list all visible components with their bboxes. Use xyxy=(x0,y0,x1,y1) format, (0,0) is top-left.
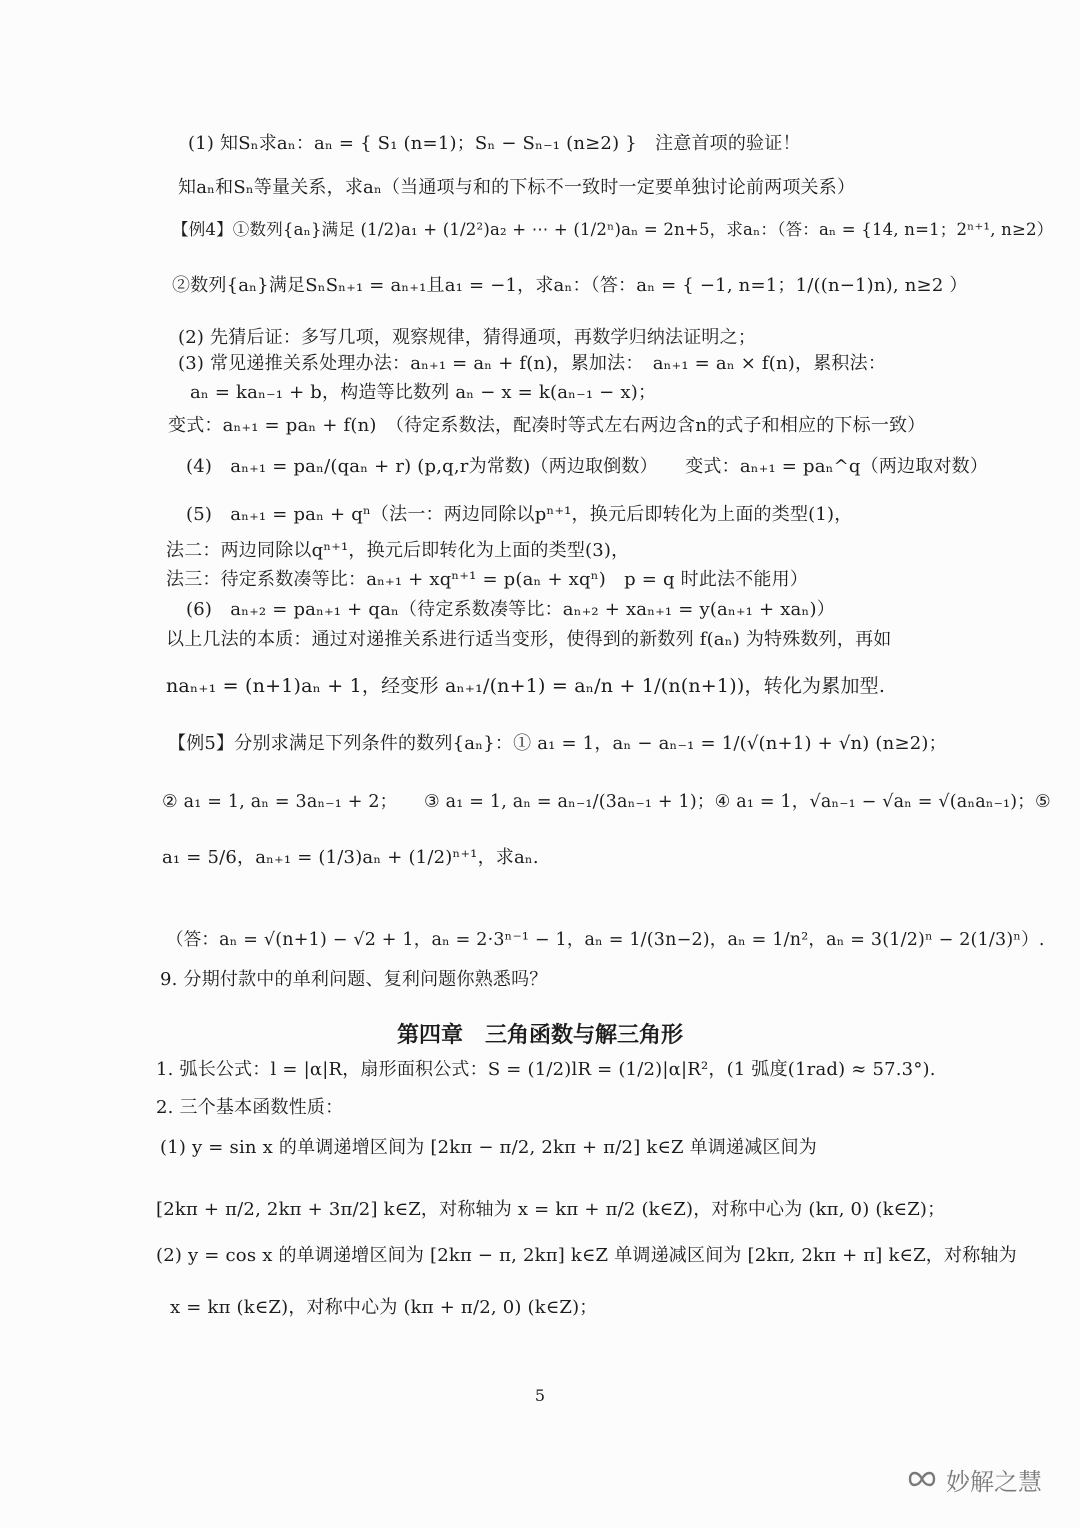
text-line-4: ②数列{aₙ}满足SₙSₙ₊₁ = aₙ₊₁且a₁ = −1，求aₙ：（答：aₙ = { −1, n=1；1/((n−1)n), n≥2 ） xyxy=(172,275,968,296)
text-line-15: naₙ₊₁ = (n+1)aₙ + 1，经变形 aₙ₊₁/(n+1) = aₙ/n + 1/(n(n+1))，转化为累加型. xyxy=(166,675,886,697)
text-line-11: 法二：两边同除以qⁿ⁺¹，换元后即转化为上面的类型(3)， xyxy=(166,540,630,561)
text-line-20: 9. 分期付款中的单利问题、复利问题你熟悉吗？ xyxy=(160,969,548,990)
text-line-16: 【例5】分别求满足下列条件的数列{aₙ}：① a₁ = 1，aₙ − aₙ₋₁ = 1/(√(n+1) + √n) (n≥2)； xyxy=(168,733,947,754)
watermark-text: 妙解之慧 xyxy=(946,1467,1042,1496)
text-line-14: 以上几法的本质：通过对递推关系进行适当变形，使得到的新数列 f(aₙ) 为特殊数列，再如 xyxy=(166,629,892,650)
text-line-24: [2kπ + π/2, 2kπ + 3π/2] k∈Z，对称轴为 x = kπ + π/2 (k∈Z)，对称中心为 (kπ, 0) (k∈Z)； xyxy=(156,1199,946,1220)
text-line-23: (1) y = sin x 的单调递增区间为 [2kπ − π/2, 2kπ + π/2] k∈Z 单调递减区间为 xyxy=(160,1137,818,1158)
text-line-21: 1. 弧长公式：l = |α|R，扇形面积公式：S = (1/2)lR = (1/2)|α|R²，(1 弧度(1rad) ≈ 57.3°). xyxy=(156,1059,936,1080)
watermark xyxy=(906,1459,1042,1499)
text-line-19: （答：aₙ = √(n+1) − √2 + 1，aₙ = 2·3ⁿ⁻¹ − 1，aₙ = 1/(3n−2)，aₙ = 1/n²，aₙ = 3(1/2)ⁿ − 2(1/3)ⁿ）. xyxy=(166,930,1045,950)
text-line-5: (2) 先猜后证：多写几项，观察规律，猜得通项，再数学归纳法证明之； xyxy=(178,327,757,348)
text-line-6: (3) 常见递推关系处理办法：aₙ₊₁ = aₙ + f(n)，累加法： aₙ₊₁ = aₙ × f(n)，累积法： xyxy=(178,353,887,374)
text-line-10: (5) aₙ₊₁ = paₙ + qⁿ（法一：两边同除以pⁿ⁺¹，换元后即转化为上面的类型(1)， xyxy=(186,504,853,525)
text-line-9: (4) aₙ₊₁ = paₙ/(qaₙ + r) (p,q,r为常数)（两边取倒数） 变式：aₙ₊₁ = paₙ^q（两边取对数） xyxy=(186,456,989,477)
chapter-heading: 第四章 三角函数与解三角形 xyxy=(396,1023,683,1048)
text-line-13: (6) aₙ₊₂ = paₙ₊₁ + qaₙ（待定系数凑等比：aₙ₊₂ + xaₙ₊₁ = y(aₙ₊₁ + xaₙ)） xyxy=(186,599,835,620)
text-line-2: 知aₙ和Sₙ等量关系，求aₙ（当通项与和的下标不一致时一定要单独讨论前两项关系） xyxy=(178,177,856,198)
text-line-25: (2) y = cos x 的单调递增区间为 [2kπ − π, 2kπ] k∈Z 单调递减区间为 [2kπ, 2kπ + π] k∈Z，对称轴为 xyxy=(156,1245,1017,1266)
text-line-18: a₁ = 5/6，aₙ₊₁ = (1/3)aₙ + (1/2)ⁿ⁺¹，求aₙ. xyxy=(162,847,539,868)
text-line-26: x = kπ (k∈Z)，对称中心为 (kπ + π/2, 0) (k∈Z)； xyxy=(170,1297,598,1318)
page-number: 5 xyxy=(534,1386,546,1405)
text-line-22: 2. 三个基本函数性质： xyxy=(156,1097,344,1118)
text-line-7: aₙ = kaₙ₋₁ + b，构造等比数列 aₙ − x = k(aₙ₋₁ − x)； xyxy=(190,382,657,403)
text-line-1: (1) 知Sₙ求aₙ：aₙ = { S₁ (n=1)；Sₙ − Sₙ₋₁ (n≥2) } 注意首项的验证！ xyxy=(188,133,801,154)
wechat-channel-icon xyxy=(906,1465,938,1493)
text-line-8: 变式：aₙ₊₁ = paₙ + f(n) （待定系数法，配凑时等式左右两边含n的式子和相应的下标一致） xyxy=(168,415,926,436)
text-line-3: 【例4】①数列{aₙ}满足 (1/2)a₁ + (1/2²)a₂ + ⋯ + (1/2ⁿ)aₙ = 2n+5，求aₙ：（答：aₙ = {14, n=1；2ⁿ⁺¹, n≥2） xyxy=(172,220,1054,239)
text-line-12: 法三：待定系数凑等比：aₙ₊₁ + xqⁿ⁺¹ = p(aₙ + xqⁿ) p = q 时此法不能用） xyxy=(166,569,809,590)
text-line-17: ② a₁ = 1, aₙ = 3aₙ₋₁ + 2； ③ a₁ = 1, aₙ = aₙ₋₁/(3aₙ₋₁ + 1)；④ a₁ = 1，√aₙ₋₁ − √aₙ = √(aₙaₙ₋₁)；⑤ xyxy=(162,792,1051,812)
